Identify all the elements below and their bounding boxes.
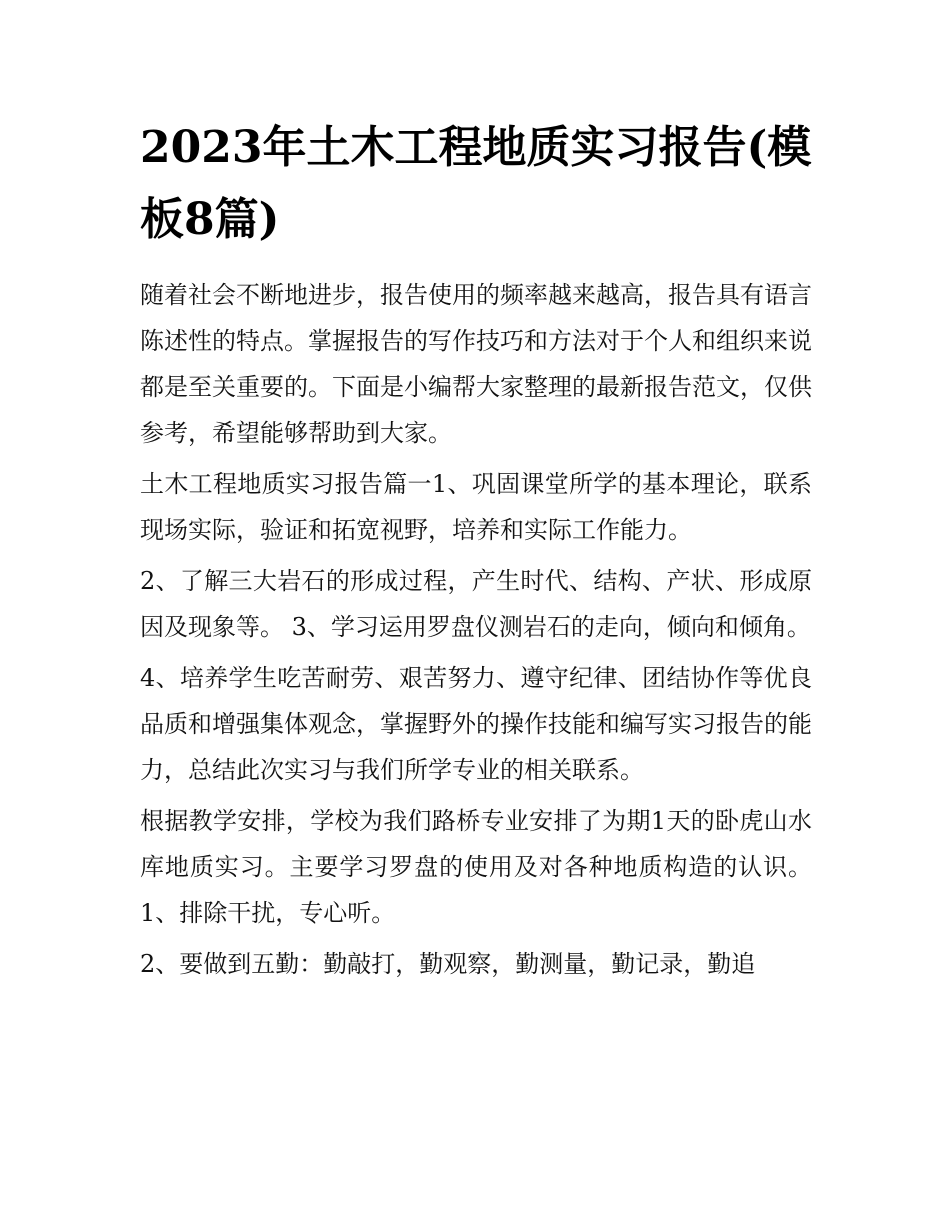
document-title: 2023年土木工程地质实习报告(模板8篇) (140, 122, 812, 245)
paragraph-item-4: 4、培养学生吃苦耐劳、艰苦努力、遵守纪律、团结协作等优良品质和增强集体观念，掌握野外的操作技能和编写实习报告的能力，总结此次实习与我们所学专业的相关联系。 (140, 664, 812, 784)
paragraph-five-diligences: 2、要做到五勤：勤敲打，勤观察，勤测量，勤记录，勤追 (140, 950, 756, 978)
paragraph-arrangement: 根据教学安排，学校为我们路桥专业安排了为期1天的卧虎山水库地质实习。主要学习罗盘的使用及对各种地质构造的认识。 1、排除干扰，专心听。 (140, 807, 812, 927)
paragraph-item-1: 土木工程地质实习报告篇一1、巩固课堂所学的基本理论，联系现场实际，验证和拓宽视野，培养和实际工作能力。 (140, 470, 812, 544)
paragraph-intro: 随着社会不断地进步，报告使用的频率越来越高，报告具有语言陈述性的特点。掌握报告的写作技巧和方法对于个人和组织来说都是至关重要的。下面是小编帮大家整理的最新报告范文，仅供参考，希望能够帮助到大家。 (140, 281, 812, 447)
document-body (140, 112, 812, 992)
paragraph-item-2-3: 2、了解三大岩石的形成过程，产生时代、结构、产状、形成原因及现象等。 3、学习运用罗盘仪测岩石的走向，倾向和倾角。 (140, 567, 812, 641)
